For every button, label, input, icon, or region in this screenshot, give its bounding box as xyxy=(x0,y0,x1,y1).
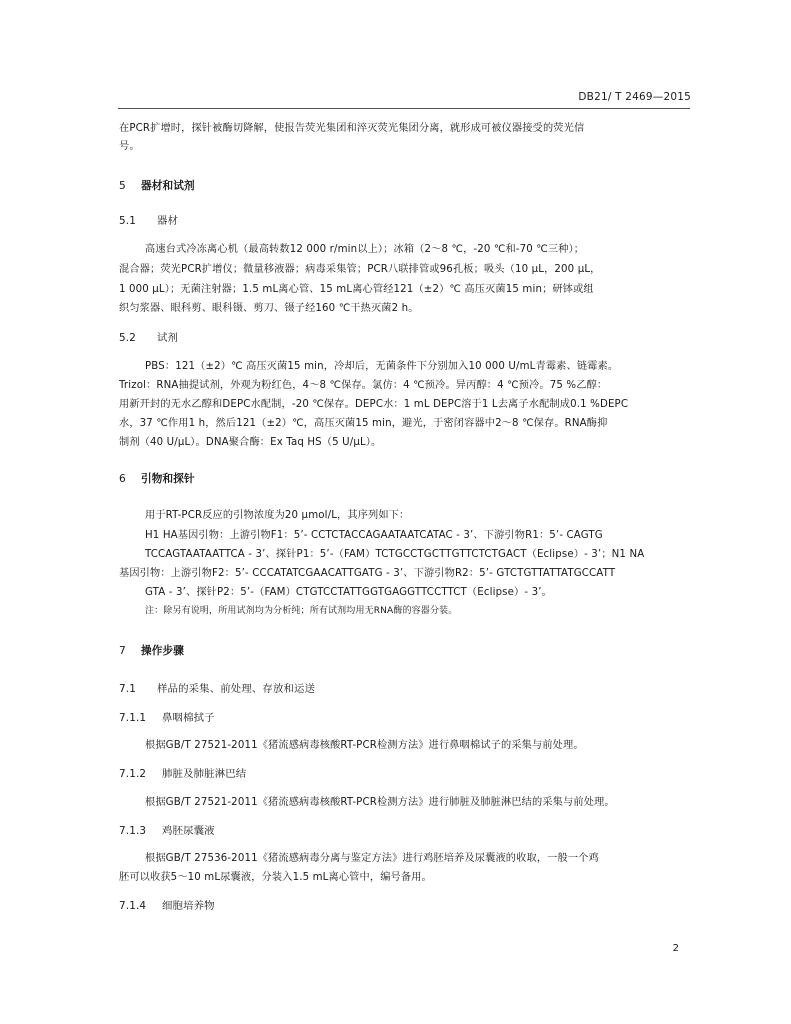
section-title: 样品的采集、前处理、存放和运送 xyxy=(157,683,316,695)
standard-code: DB21/ T 2469—2015 xyxy=(578,91,691,103)
paragraph-line: H1 HA基因引物：上游引物F1：5’- CCTCTACCAGAATAATCATAC - 3’、下游引物R1：5’- CAGTG xyxy=(145,530,603,541)
section-number: 7.1 xyxy=(119,683,136,695)
page-number: 2 xyxy=(672,943,679,954)
header-rule xyxy=(118,108,690,109)
section-number: 7.1.2 xyxy=(119,768,147,780)
section-title: 肺脏及肺脏淋巴结 xyxy=(162,768,247,780)
section-number: 7.1.4 xyxy=(119,900,147,912)
paragraph-line: 用于RT-PCR反应的引物浓度为20 μmol/L，其序列如下： xyxy=(145,510,410,521)
paragraph-line: GTA - 3’、探针P2：5’-（FAM）CTGTCCTATTGGTGAGGTTCCTTCT（Eclipse）- 3’。 xyxy=(145,587,552,598)
section-6-heading xyxy=(119,470,691,488)
section-title: 鸡胚尿囊液 xyxy=(162,825,215,837)
paragraph-line: 1 000 μL）；无菌注射器；1.5 mL离心管、15 mL离心管经121（±2）℃ 高压灭菌15 min；研钵或组 xyxy=(119,284,594,295)
intro-line-1: 在PCR扩增时，探针被酶切降解，使报告荧光集团和淬灭荧光集团分离，就形成可被仪器接受的荧光信 xyxy=(119,123,585,134)
section-title: 器材和试剂 xyxy=(141,180,195,192)
paragraph-line: 胚可以收获5～10 mL尿囊液，分装入1.5 mL离心管中，编号备用。 xyxy=(119,872,432,883)
paragraph-line: 水，37 ℃作用1 h，然后121（±2）℃，高压灭菌15 min，避光，于密闭容器中2～8 ℃保存。RNA酶抑 xyxy=(119,418,608,429)
paragraph-line: PBS：121（±2）℃ 高压灭菌15 min，冷却后，无菌条件下分别加入10 000 U/mL青霉素、链霉素。 xyxy=(145,361,619,372)
paragraph-line: 用新开封的无水乙醇和DEPC水配制，-20 ℃保存。DEPC水：1 mL DEPC溶于1 L去离子水配制成0.1 %DEPC xyxy=(119,399,629,410)
section-title: 操作步骤 xyxy=(141,645,184,657)
section-5-heading xyxy=(119,177,691,195)
note: 注：除另有说明，所用试剂均为分析纯；所有试剂均用无RNA酶的容器分装。 xyxy=(145,606,458,616)
section-7-1-3-heading xyxy=(119,822,691,840)
section-title: 器材 xyxy=(157,215,179,227)
section-7-1-4-heading xyxy=(119,897,691,915)
section-7-1-1-heading xyxy=(119,709,691,727)
section-title: 试剂 xyxy=(157,332,179,344)
section-title: 引物和探针 xyxy=(141,473,195,485)
section-title: 鼻咽棉拭子 xyxy=(162,712,215,724)
paragraph-line: 混合器；荧光PCR扩增仪；微量移液器；病毒采集管；PCR八联排管或96孔板；吸头（10 μL，200 μL， xyxy=(119,264,601,275)
section-number: 7.1.3 xyxy=(119,825,147,837)
paragraph-line: 织匀浆器、眼科剪、眼科镊、剪刀、镊子经160 ℃干热灭菌2 h。 xyxy=(119,303,419,314)
section-number: 5.1 xyxy=(119,215,136,227)
section-number: 7 xyxy=(119,645,126,657)
section-5-2-heading xyxy=(119,329,691,347)
paragraph-line: 根据GB/T 27521-2011《猪流感病毒核酸RT-PCR检测方法》进行肺脏及肺脏淋巴结的采集与前处理。 xyxy=(145,797,615,808)
section-number: 5.2 xyxy=(119,332,136,344)
section-number: 7.1.1 xyxy=(119,712,147,724)
section-number: 5 xyxy=(119,180,126,192)
section-number: 6 xyxy=(119,473,126,485)
section-7-1-2-heading xyxy=(119,765,691,783)
section-5-1-heading xyxy=(119,212,691,230)
section-title: 细胞培养物 xyxy=(162,900,215,912)
paragraph-line: TCCAGTAATAATTCA - 3’、探针P1：5’-（FAM）TCTGCCTGCTTGTTCTCTGACT（Eclipse）- 3’；N1 NA xyxy=(145,549,645,560)
paragraph-line: 根据GB/T 27536-2011《猪流感病毒分离与鉴定方法》进行鸡胚培养及尿囊液的收取，一般一个鸡 xyxy=(145,853,599,864)
intro-line-2: 号。 xyxy=(119,141,140,152)
section-7-1-heading xyxy=(119,680,691,698)
paragraph-line: 根据GB/T 27521-2011《猪流感病毒核酸RT-PCR检测方法》进行鼻咽棉试子的采集与前处理。 xyxy=(145,740,584,751)
paragraph-line: 制剂（40 U/μL）。DNA聚合酶：Ex Taq HS（5 U/μL）。 xyxy=(119,437,382,448)
section-7-heading xyxy=(119,642,691,660)
paragraph-line: Trizol：RNA抽提试剂，外观为粉红色，4～8 ℃保存。氯仿：4 ℃预冷。异丙醇：4 ℃预冷。75 %乙醇： xyxy=(119,380,608,391)
paragraph-line: 高速台式冷冻离心机（最高转数12 000 r/min以上）；冰箱（2～8 ℃，-20 ℃和-70 ℃三种）； xyxy=(145,244,585,255)
paragraph-line: 基因引物：上游引物F2：5’- CCCATATCGAACATTGATG - 3’、下游引物R2：5’- GTCTGTTATTATGCCATT xyxy=(119,568,616,579)
